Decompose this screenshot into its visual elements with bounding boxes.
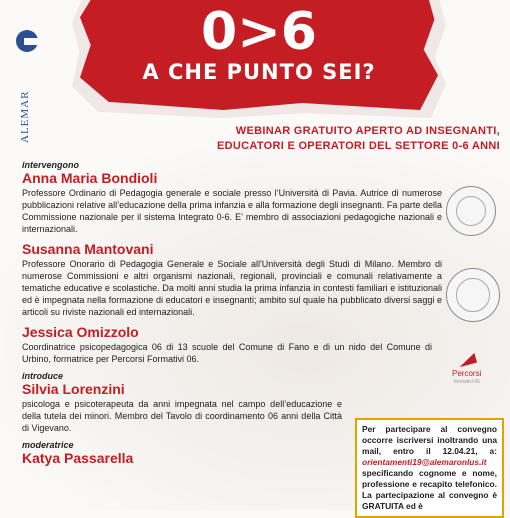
speaker-bio: Professore Onorario di Pedagogia Generale e Sociale all'Università degli Studi di Milano. Membro di numerose Commissioni e altri organismi nazionali, regionali, provinciali e comunali relativamente a tematiche educative e scolastiche. Da molti anni studia la prima infanzia in contesti familiari e istituzionali ed è impegnata nella formazione di educatori e insegnanti; ambito sul quale ha pubblicato diversi saggi e articoli su riviste nazionali ed internazionali.: [22, 259, 442, 317]
webinar-info: [200, 124, 500, 154]
page-title: 0>6: [201, 2, 317, 62]
speaker-name: Silvia Lorenzini: [22, 381, 125, 397]
speaker-bio: Coordinatrice psicopedagogica 06 di 13 scuole del Comune di Fano e di un nido del Comune di Urbino, formatrice per Percorsi Formativi 06.: [22, 342, 432, 364]
speaker-name: Susanna Mantovani: [22, 241, 154, 257]
webinar-line-2: EDUCATORI E OPERATORI DEL SETTORE 0-6 ANNI: [217, 140, 500, 152]
webinar-line-1: WEBINAR GRATUITO APERTO AD INSEGNANTI,: [235, 125, 500, 137]
alemar-logo-text: ALEMAR: [19, 90, 31, 143]
role-label: moderatrice: [22, 440, 74, 450]
registration-email-link[interactable]: orientamenti19@alemaronlus.it: [362, 457, 487, 467]
registration-box: [355, 418, 504, 518]
alemar-logo-mark: [16, 30, 38, 52]
role-label: intervengono: [22, 160, 80, 170]
percorsi-logo-name: Percorsi: [452, 369, 482, 378]
speaker-name: Katya Passarella: [22, 450, 134, 466]
speaker-bio: psicologa e psicoterapeuta da anni impegnata nel campo dell’educazione e della tutela dei minori. Membro del Tavolo di coordinamento 06 anni della Città di Vigevano.: [22, 399, 342, 433]
speaker-name: Jessica Omizzolo: [22, 324, 139, 340]
percorsi-logo-tagline: formativi 06: [454, 379, 480, 385]
alemar-logo: [12, 30, 42, 143]
speaker-bio: Professore Ordinario di Pedagogia generale e sociale presso l’Università di Pavia. Autrice di numerose pubblicazioni relative all’educazione della prima infanzia e alla formazione degli insegnanti. Fa parte della Commissione nazionale per il sistema Integrato 0-6. E’ membro di associazioni pedagogiche nazionali e internazionali.: [22, 188, 442, 234]
speaker-name: Anna Maria Bondioli: [22, 170, 158, 186]
page-subtitle: A CHE PUNTO SEI?: [142, 60, 376, 84]
registration-text: specificando cognome e nome, professione e recapito telefonico. La partecipazione al convegno è GRATUITA ed è: [362, 468, 497, 511]
registration-text: Per partecipare al convegno occorre iscriversi inoltrando una mail, entro il 12.04.21, a:: [362, 424, 497, 456]
role-label: introduce: [22, 371, 64, 381]
